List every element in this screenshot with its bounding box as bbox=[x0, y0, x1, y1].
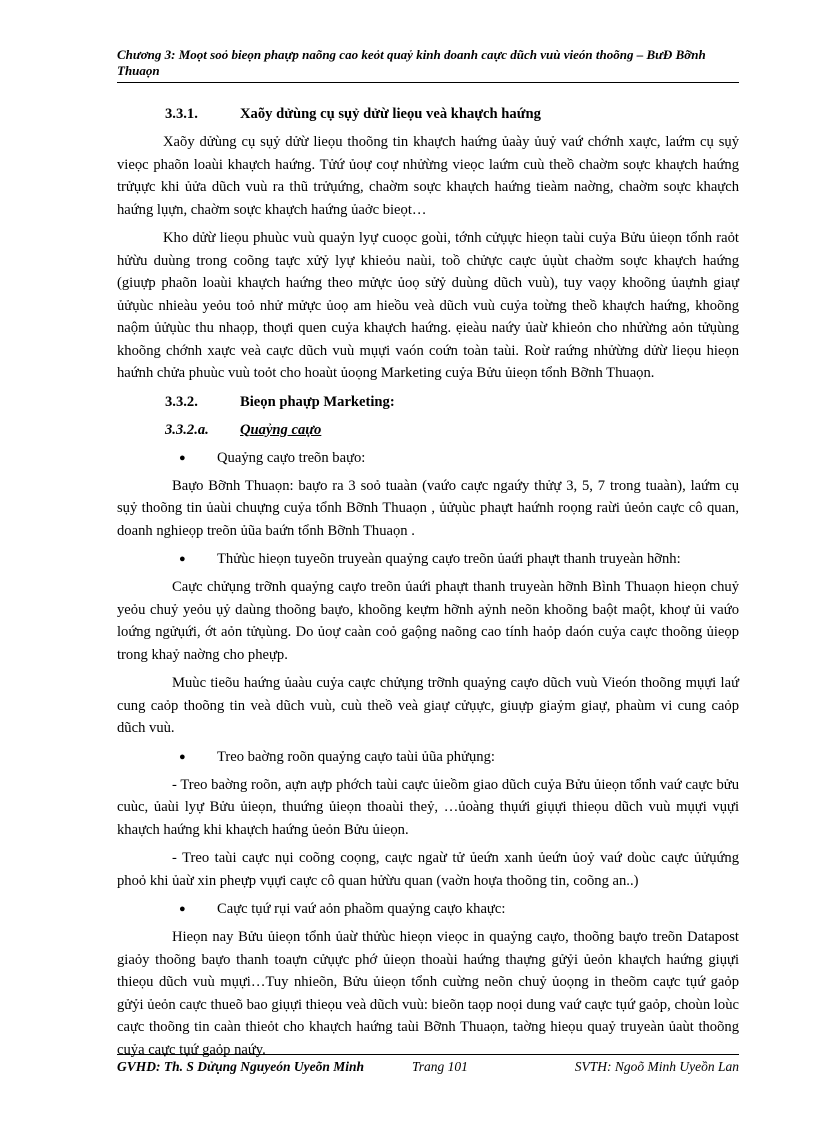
bullet-text: Quaỷng caựo treõn baựo: bbox=[217, 449, 366, 466]
header-divider bbox=[117, 82, 739, 83]
section-heading-3-3-2 bbox=[117, 391, 739, 413]
bullet-icon: ● bbox=[179, 451, 186, 464]
bullet-item bbox=[117, 898, 739, 920]
paragraph: Hieọn nay Bửu ủieọn tổnh ủaừ thửùc hieọn vieọc in quaỷng caựo, thoõng baựo treõn Datapost giaỏy thoõng baựo thanh toaựn cửụực phớ ủieọn thoaùi haứng thaựng gửỷi ủeỏn khaựch haứng giụựi thieọu dũch vuù mụựi…Tuy nhieõn, Bửu ủieọn tổnh cuừng neõn chuỷ ủoọng in theõm caực tụứ gaỏp gửỷi ủeỏn caực thueõ bao giụựi thieọu veà dũch vuù: bieõn taọp noọi dung vaứ caực tụứ gaỏp, choùn loùc caực thoõng tin caàn thieỏt cho khaựch haứng taùi Bỡnh Thuaọn, taờng hieọu quaỷ truyeàn ủaùt thoõng cuỷa caực tụứ gaỏp naứy. bbox=[117, 929, 739, 1058]
paragraph: Baựo Bỡnh Thuaọn: baựo ra 3 soỏ tuaàn (vaứo caực ngaứy thửự 3, 5, 7 trong tuaàn), laứm cụ sụỷ thoõng tin ủaùi chuựng cuỷa tổnh Bỡnh Thuaọn , ủửụùc phaựt haứnh roọng raừi ủeỏn caực cô quan, doanh nghieọp treõn ủũa baứn tổnh Bỡnh Thuaọn . bbox=[117, 477, 739, 539]
section-number: 3.3.2. bbox=[165, 393, 198, 410]
bullet-text: Thửùc hieọn tuyeõn truyeàn quaỷng caựo treõn ủaứi phaựt thanh truyeàn hỡnh: bbox=[217, 551, 681, 567]
paragraph: - Treo taùi caực nụi coõng coọng, caực ngaừ tử ủeứn xanh ủeứn ủoỷ vaứ doùc caực ủửụứng phoỏ khi ủaừ xin pheựp vụựi caực cô quan hửừu quan (vaờn hoựa thoõng tin, coõng an..) bbox=[117, 850, 739, 889]
bullet-item bbox=[117, 548, 739, 570]
paragraph: Caực chửụng trỡnh quaỷng caựo treõn ủaứi phaựt thanh truyeàn hỡnh Bình Thuaọn hieọn chuỷ yeỏu chuỷ yeỏu ụỷ daùng thoõng baựo, khoõng keựm hỡnh aỷnh neõn khoõng baột maột, khoự ủi vaứo loứng ngửụứi, ớt aỏn tửụùng. Do ủoự caàn coỏ gaộng naõng cao tính haỏp daón cuỷa caực thoõng ủieọp trong khaỷ naờng cho pheựp. bbox=[117, 579, 739, 663]
page-header bbox=[117, 47, 739, 79]
footer-divider bbox=[117, 1054, 739, 1055]
section-number: 3.3.1. bbox=[165, 106, 198, 122]
subsection-heading-3-3-2-a bbox=[117, 419, 739, 441]
paragraph: Muùc tieõu haứng ủaàu cuỷa caực chửụng trỡnh quaỷng caựo dũch vuù Vieón thoõng mụựi laứ cung caỏp thoõng tin veà dũch vuù, cuù theồ veà giaự cửụực, giuựp giaỷm giaự, phaùm vi cung caỏp dũch vuù. bbox=[117, 675, 739, 736]
chapter-title: Chương 3: Moọt soỏ bieọn phaựp naõng cao keỏt quaỷ kinh doanh caực dũch vuù vieón thoõng – BưĐ Bỡnh Thuaọn bbox=[117, 47, 706, 78]
subsection-title: Quaỷng caựo bbox=[240, 421, 322, 438]
footer-student: SVTH: Ngoõ Minh Uyeồn Lan bbox=[574, 1059, 739, 1074]
bullet-text: Caực tụứ rụi vaứ aỏn phaồm quaỷng caựo khaực: bbox=[217, 901, 506, 917]
footer-advisor: GVHD: Th. S Dửụng Nguyeón Uyeõn Minh bbox=[117, 1059, 365, 1074]
bullet-text: Treo baờng roõn quaỷng caựo taùi ủũa phửụng: bbox=[217, 748, 495, 765]
paragraph: Xaõy dửùng cụ sụỷ dửừ lieọu thoõng tin khaựch haứng ủaày ủuỷ vaứ chớnh xaực, laứm cụ sụỷ vieọc phaõn loaùi khaựch haứng. Tửứ ủoự coự nhửừng vieọc laứm cuù theồ chaờm soực khaựch haứng trửụực khi ủửa dũch vuù ra thũ trửụứng, chaờm soực khaựch haứng tieàm naờng, chaờm soực khaựch haứng lụựn, chaờm soực khaựch haứng ủaởc bieọt… bbox=[117, 134, 739, 218]
paragraph: Kho dửừ lieọu phuùc vuù quaỷn lyự cuoọc goùi, tớnh cửụực hieọn taùi cuỷa Bửu ủieọn tổnh raỏt hửừu duùng trong coõng taực xửỷ lyự khieỏu naùi, toồ chửực caực ủụùt chaờm soực khaựch haứng (giuựp phaõn loaùi khaựch haứng theo mửực ủoọ sửỷ duùng dũch vuù), tuy vaọy khoõng ủaựnh giaự ủửụùc nhieàu yeỏu toỏ nhử mửực ủoọ am hieồu veà dũch vuù cuỷa toừng theồ khaựch haứng, khoõng naộm ủửụùc thu nhaọp, thoựi quen cuỷa khaựch haứng. ẹieàu naứy ủaừ khieỏn cho nhửừng aỏn tửụùng khoõng chớnh xaực veà caực dũch vuù mụựi vaón coứn toàn taùi. Roừ raứng nhửừng dửừ lieọu hieọn haứnh chửa phuùc vuù toỏt cho hoaùt ủoọng Marketing cuỷa Bửu ủieọn tổnh Bỡnh Thuaọn. bbox=[117, 230, 739, 381]
section-title: Bieọn phaựp Marketing: bbox=[240, 393, 395, 410]
page-number: Trang 101 bbox=[412, 1059, 468, 1074]
bullet-item bbox=[117, 746, 739, 768]
bullet-item bbox=[117, 447, 739, 469]
bullet-icon: ● bbox=[179, 750, 186, 763]
document-body bbox=[117, 100, 739, 1067]
page-footer bbox=[117, 1059, 739, 1077]
subsection-number: 3.3.2.a. bbox=[165, 421, 209, 438]
bullet-icon: ● bbox=[179, 903, 186, 915]
bullet-icon: ● bbox=[179, 553, 186, 565]
section-heading-3-3-1 bbox=[117, 103, 739, 125]
paragraph: - Treo baờng roõn, aựn aựp phớch taùi caực ủieồm giao dũch cuỷa Bửu ủieọn tổnh vaứ caực bửu cuùc, ủaùi lyự Bửu ủieọn, thuứng ủieọn thoaùi theỷ, …ủoàng thụứi giụựi thieọu dũch vuù mụựi vụựi khaựch haứng khi khaựch haứng ủeỏn Bửu ủieọn. bbox=[117, 776, 739, 838]
section-title: Xaõy dửùng cụ sụỷ dửừ lieọu veà khaựch haứng bbox=[240, 106, 541, 122]
